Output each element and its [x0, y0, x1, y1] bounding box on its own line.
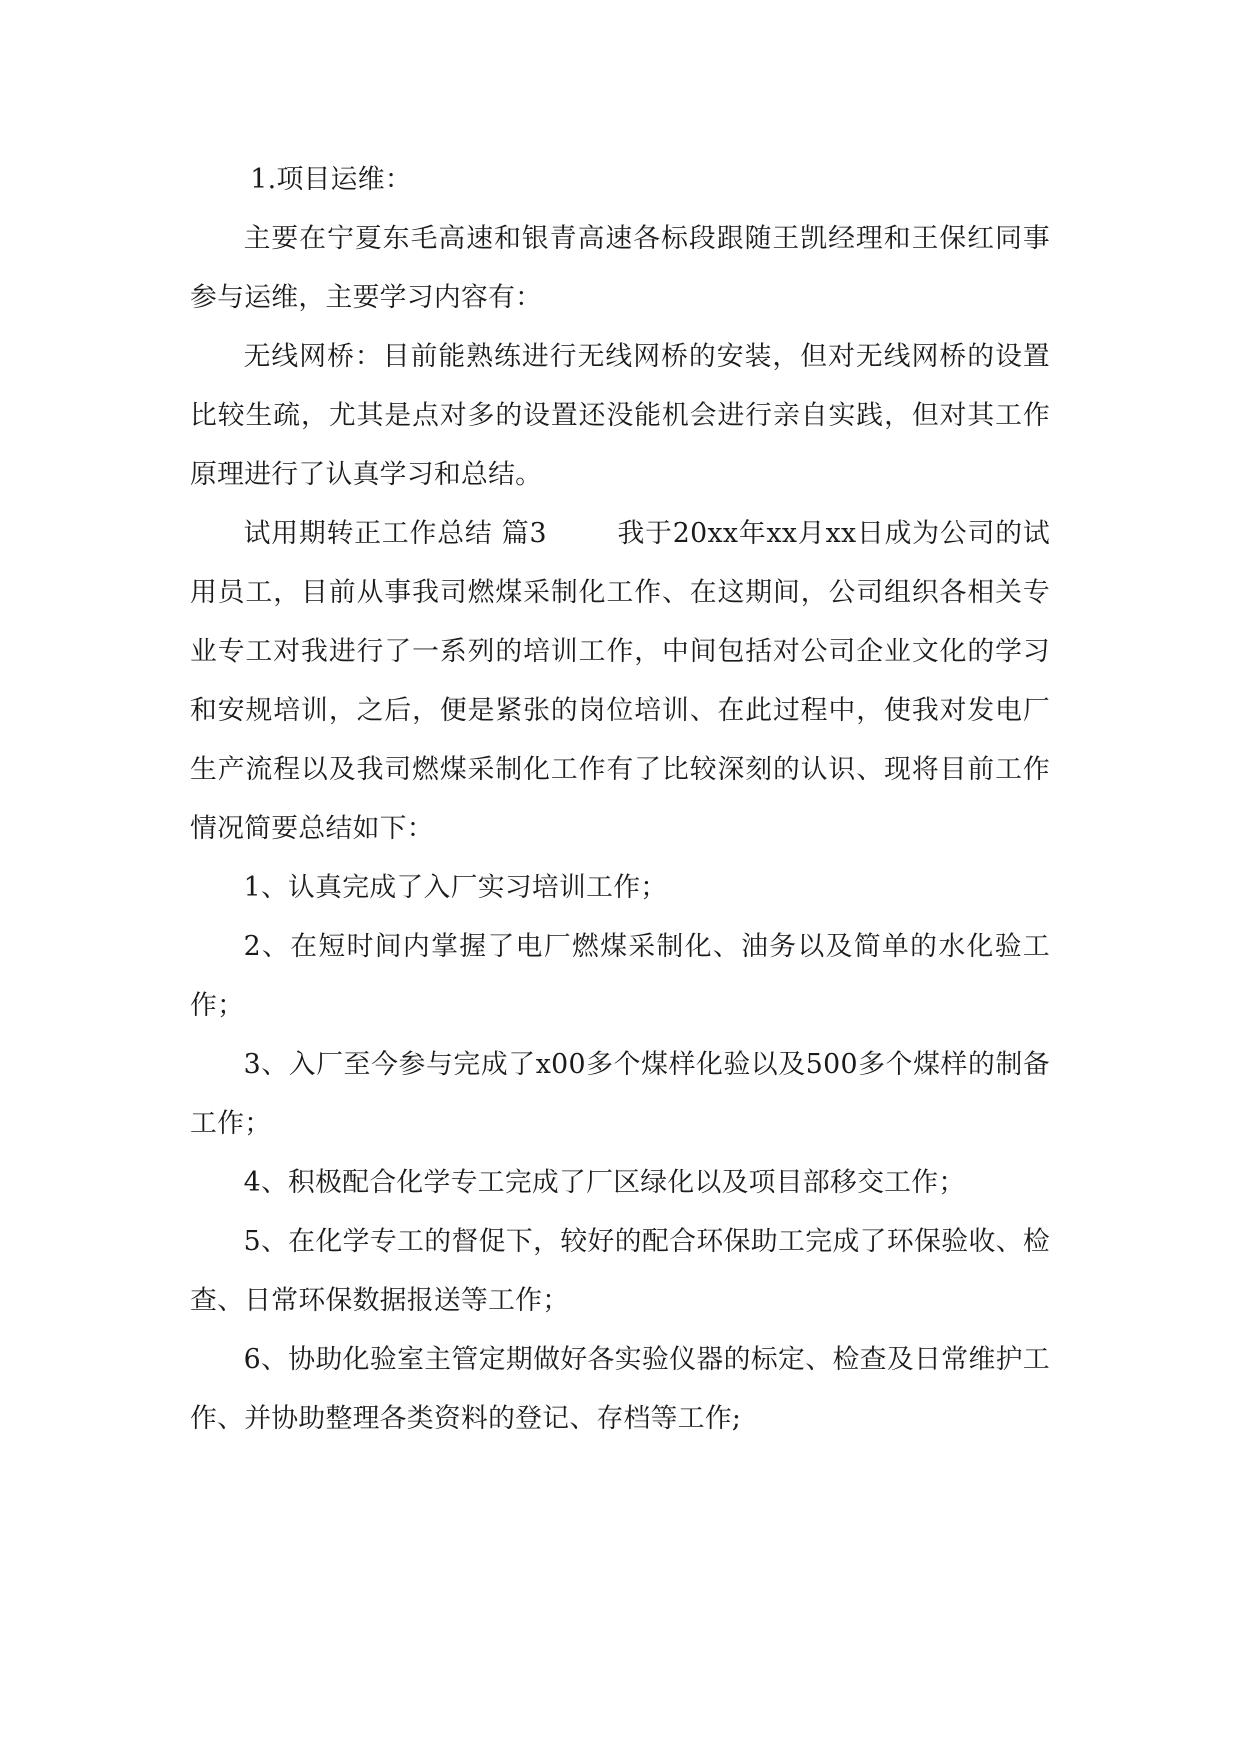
- section-body: 我于20xx年xx月xx日成为公司的试用员工，目前从事我司燃煤采制化工作、在这期间，公司组织各相关专业专工对我进行了一系列的培训工作，中间包括对公司企业文化的学习和安规培训，之后，便是紧张的岗位培训、在此过程中，使我对发电厂生产流程以及我司燃煤采制化工作有了比较深刻的认识、现将目前工作情况简要总结如下：: [190, 518, 1050, 844]
- list-item: 3、入厂至今参与完成了x00多个煤样化验以及500多个煤样的制备工作；: [190, 1049, 1050, 1139]
- list-item: 2、在短时间内掌握了电厂燃煤采制化、油务以及简单的水化验工作；: [190, 931, 1050, 1021]
- document-page: [190, 150, 1050, 1448]
- subsection-heading: 1.项目运维：: [250, 164, 412, 195]
- list-item: 1、认真完成了入厂实习培训工作；: [243, 872, 668, 903]
- section-paragraph: [190, 504, 1050, 858]
- body-paragraph: 主要在宁夏东毛高速和银青高速各标段跟随王凯经理和王保红同事参与运维，主要学习内容有：: [190, 223, 1050, 313]
- list-item: 5、在化学专工的督促下，较好的配合环保助工完成了环保验收、检查、日常环保数据报送等工作；: [190, 1226, 1050, 1316]
- list-item: 4、积极配合化学专工完成了厂区绿化以及项目部移交工作；: [243, 1167, 966, 1198]
- body-paragraph: 无线网桥：目前能熟练进行无线网桥的安装，但对无线网桥的设置比较生疏，尤其是点对多的设置还没能机会进行亲自实践，但对其工作原理进行了认真学习和总结。: [190, 341, 1050, 490]
- list-item: 6、协助化验室主管定期做好各实验仪器的标定、检查及日常维护工作、并协助整理各类资料的登记、存档等工作;: [190, 1344, 1050, 1434]
- section-title: 试用期转正工作总结 篇3: [243, 518, 547, 549]
